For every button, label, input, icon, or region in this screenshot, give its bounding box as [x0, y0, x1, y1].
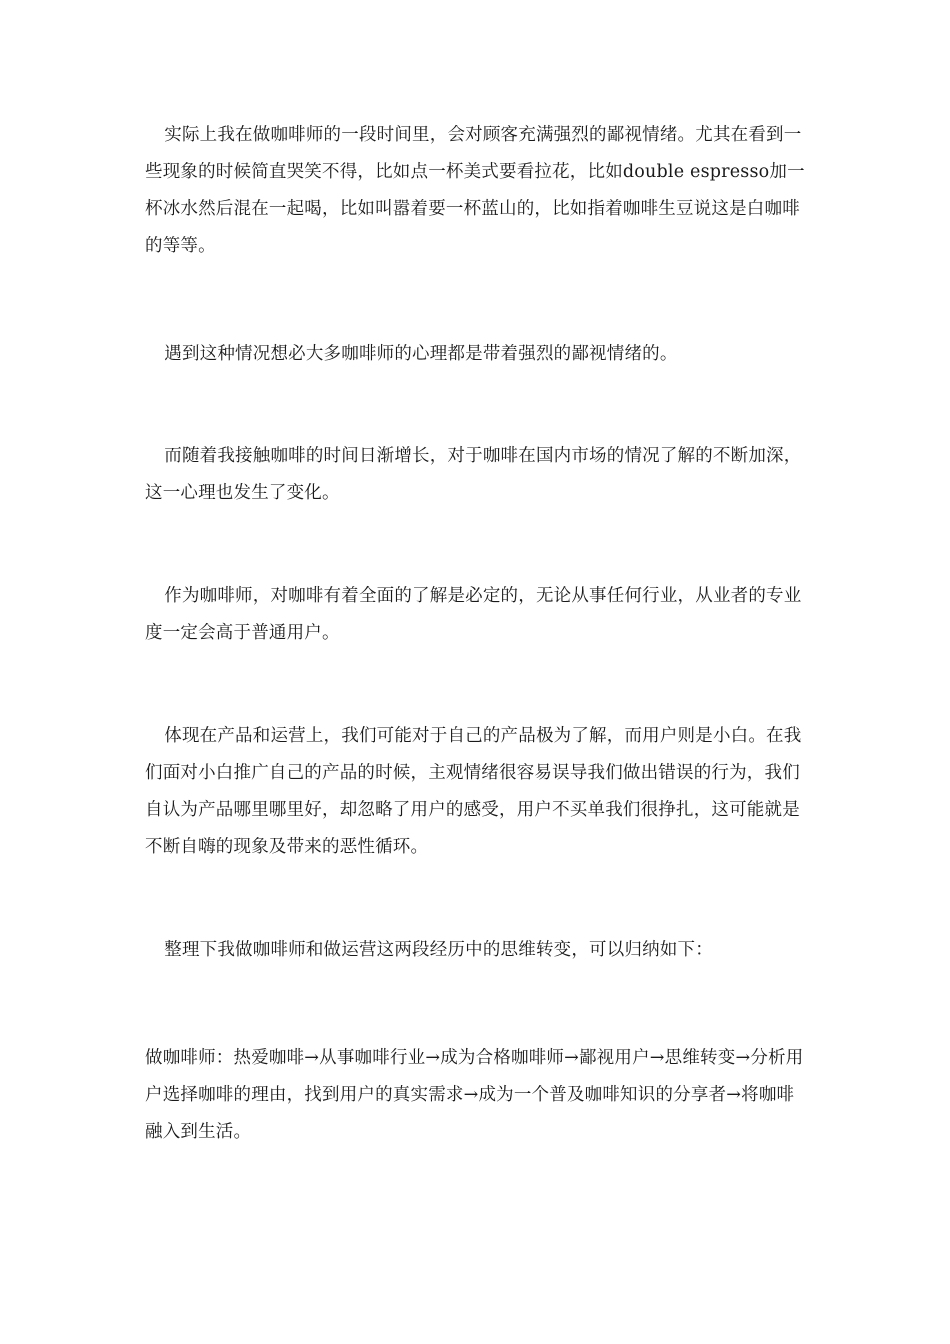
paragraph-2: 遇到这种情况想必大多咖啡师的心理都是带着强烈的鄙视情绪的。: [164, 344, 678, 364]
paragraph-6: 整理下我做咖啡师和做运营这两段经历中的思维转变，可以归纳如下：: [164, 940, 713, 960]
paragraph-5: 体现在产品和运营上，我们可能对于自己的产品极为了解，而用户则是小白。在我们面对小白推广自己的产品的时候，主观情绪很容易误导我们做出错误的行为，我们自认为产品哪里哪里好，却忽略了用户的感受，用户不买单我们很挣扎，这可能就是不断自嗨的现象及带来的恶性循环。: [145, 726, 802, 857]
paragraph-7: 做咖啡师：热爱咖啡→从事咖啡行业→成为合格咖啡师→鄙视用户→思维转变→分析用户选择咖啡的理由，找到用户的真实需求→成为一个普及咖啡知识的分享者→将咖啡融入到生活。: [145, 1048, 804, 1142]
paragraph-3: 而随着我接触咖啡的时间日渐增长，对于咖啡在国内市场的情况了解的不断加深，这一心理也发生了变化。: [145, 446, 802, 503]
paragraph-1: 实际上我在做咖啡师的一段时间里，会对顾客充满强烈的鄙视情绪。尤其在看到一些现象的时候简直哭笑不得，比如点一杯美式要看拉花，比如double espresso加一杯冰水然后混在一起喝，比如叫嚣着要一杯蓝山的，比如指着咖啡生豆说这是白咖啡的等等。: [145, 125, 805, 256]
paragraph-4: 作为咖啡师，对咖啡有着全面的了解是必定的，无论从事任何行业，从业者的专业度一定会高于普通用户。: [145, 586, 802, 643]
